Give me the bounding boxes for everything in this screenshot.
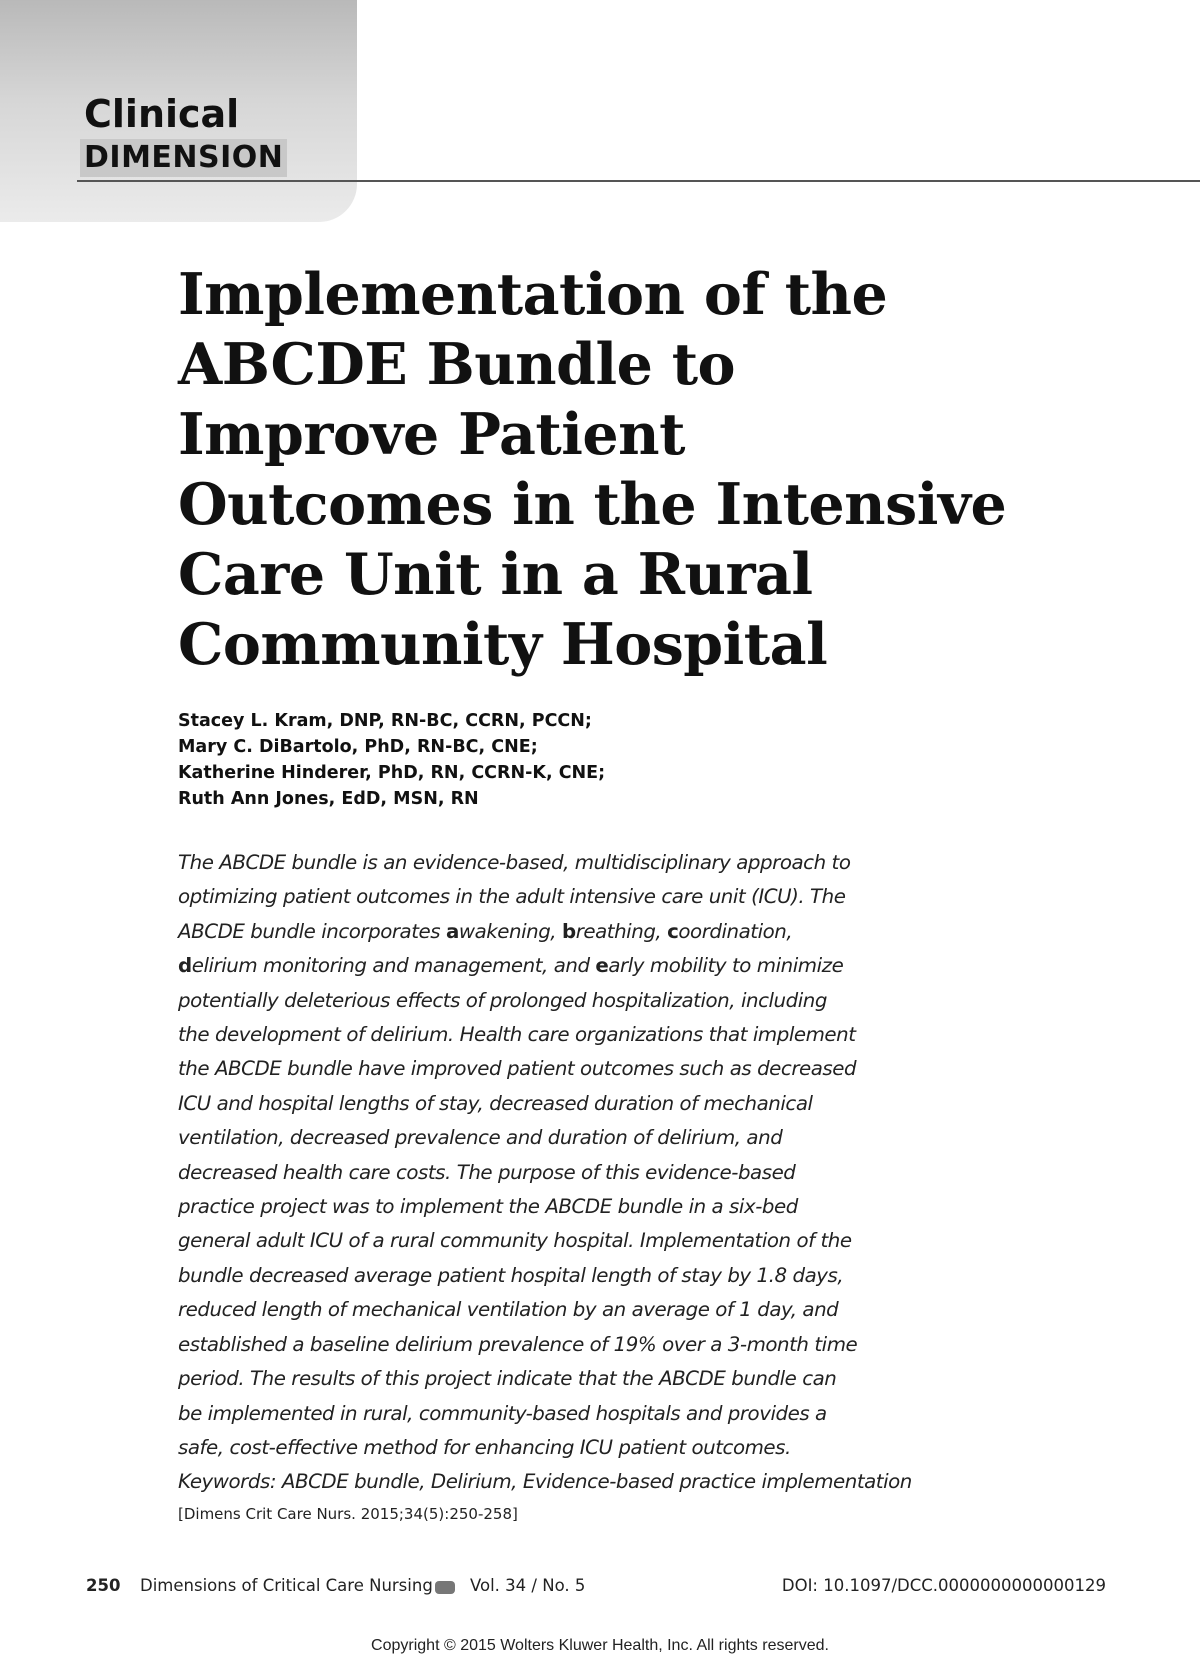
author-entry: Ruth Ann Jones, EdD, MSN, RN (178, 789, 479, 809)
page-footer (86, 1576, 1106, 1600)
abstract-line: be implemented in rural, community-based hospitals and provides a (178, 1401, 827, 1425)
keywords-line: Keywords: ABCDE bundle, Delirium, Evidence-based practice implementation (178, 1470, 912, 1494)
abstract-text: elirium monitoring and management, and (191, 954, 596, 978)
abstract-text: reathing, (575, 919, 668, 943)
citation: [Dimens Crit Care Nurs. 2015;34(5):250-258] (178, 1505, 518, 1523)
abstract-line: period. The results of this project indicate that the ABCDE bundle can (178, 1367, 837, 1391)
abstract-line: reduced length of mechanical ventilation by an average of 1 day, and (178, 1298, 839, 1322)
abstract-line: general adult ICU of a rural community hospital. Implementation of the (178, 1229, 852, 1253)
abstract-text: ABCDE bundle incorporates (178, 919, 446, 943)
abstract (178, 846, 938, 1500)
section-kicker-clinical: Clinical (84, 92, 240, 136)
abstract-line: the development of delirium. Health care organizations that implement (178, 1023, 856, 1047)
title-line: Community Hospital (178, 611, 828, 678)
bundle-letter-e: e (595, 954, 609, 978)
title-line: Outcomes in the Intensive (178, 471, 1007, 538)
author-entry: Mary C. DiBartolo, PhD, RN-BC, CNE; (178, 737, 538, 757)
header-rule (77, 180, 1200, 182)
abstract-line: established a baseline delirium prevalence of 19% over a 3-month time (178, 1332, 858, 1356)
bundle-letter-b: b (562, 919, 576, 943)
page-number: 250 (86, 1576, 121, 1595)
abstract-line: practice project was to implement the ABCDE bundle in a six-bed (178, 1195, 798, 1219)
article-title (178, 260, 1007, 680)
author-entry: Stacey L. Kram, DNP, RN-BC, CCRN, PCCN; (178, 711, 592, 731)
abstract-line: ICU and hospital lengths of stay, decreased duration of mechanical (178, 1091, 813, 1115)
abstract-text: wakening, (458, 919, 562, 943)
section-kicker-dimension: DIMENSION (80, 139, 287, 177)
title-line: ABCDE Bundle to (178, 331, 736, 398)
abstract-line: potentially deleterious effects of prolonged hospitalization, including (178, 988, 827, 1012)
abstract-text: arly mobility to minimize (608, 954, 844, 978)
abstract-line: the ABCDE bundle have improved patient outcomes such as decreased (178, 1057, 857, 1081)
abstract-line: bundle decreased average patient hospital length of stay by 1.8 days, (178, 1263, 844, 1287)
abstract-text: oordination, (678, 919, 793, 943)
bundle-letter-a: a (445, 919, 459, 943)
copyright-notice: Copyright © 2015 Wolters Kluwer Health, Inc. All rights reserved. (371, 1637, 829, 1654)
title-line: Implementation of the (178, 261, 888, 328)
abstract-line (178, 915, 938, 949)
abstract-line: safe, cost-effective method for enhancing ICU patient outcomes. (178, 1435, 791, 1459)
bundle-letter-d: d (178, 954, 192, 978)
title-line: Improve Patient (178, 401, 685, 468)
abstract-line: decreased health care costs. The purpose of this evidence-based (178, 1160, 796, 1184)
separator-bullet (435, 1581, 455, 1594)
author-list (178, 708, 978, 812)
volume-issue: Vol. 34 / No. 5 (470, 1576, 586, 1595)
author-entry: Katherine Hinderer, PhD, RN, CCRN-K, CNE; (178, 763, 606, 783)
abstract-line: The ABCDE bundle is an evidence-based, multidisciplinary approach to (178, 851, 851, 874)
abstract-line: ventilation, decreased prevalence and duration of delirium, and (178, 1126, 783, 1150)
abstract-line: optimizing patient outcomes in the adult intensive care unit (ICU). The (178, 885, 846, 909)
bundle-letter-c: c (667, 919, 679, 943)
doi-text: DOI: 10.1097/DCC.0000000000000129 (781, 1576, 1106, 1595)
title-line: Care Unit in a Rural (178, 541, 813, 608)
abstract-line (178, 949, 938, 983)
journal-name: Dimensions of Critical Care Nursing (140, 1576, 433, 1595)
